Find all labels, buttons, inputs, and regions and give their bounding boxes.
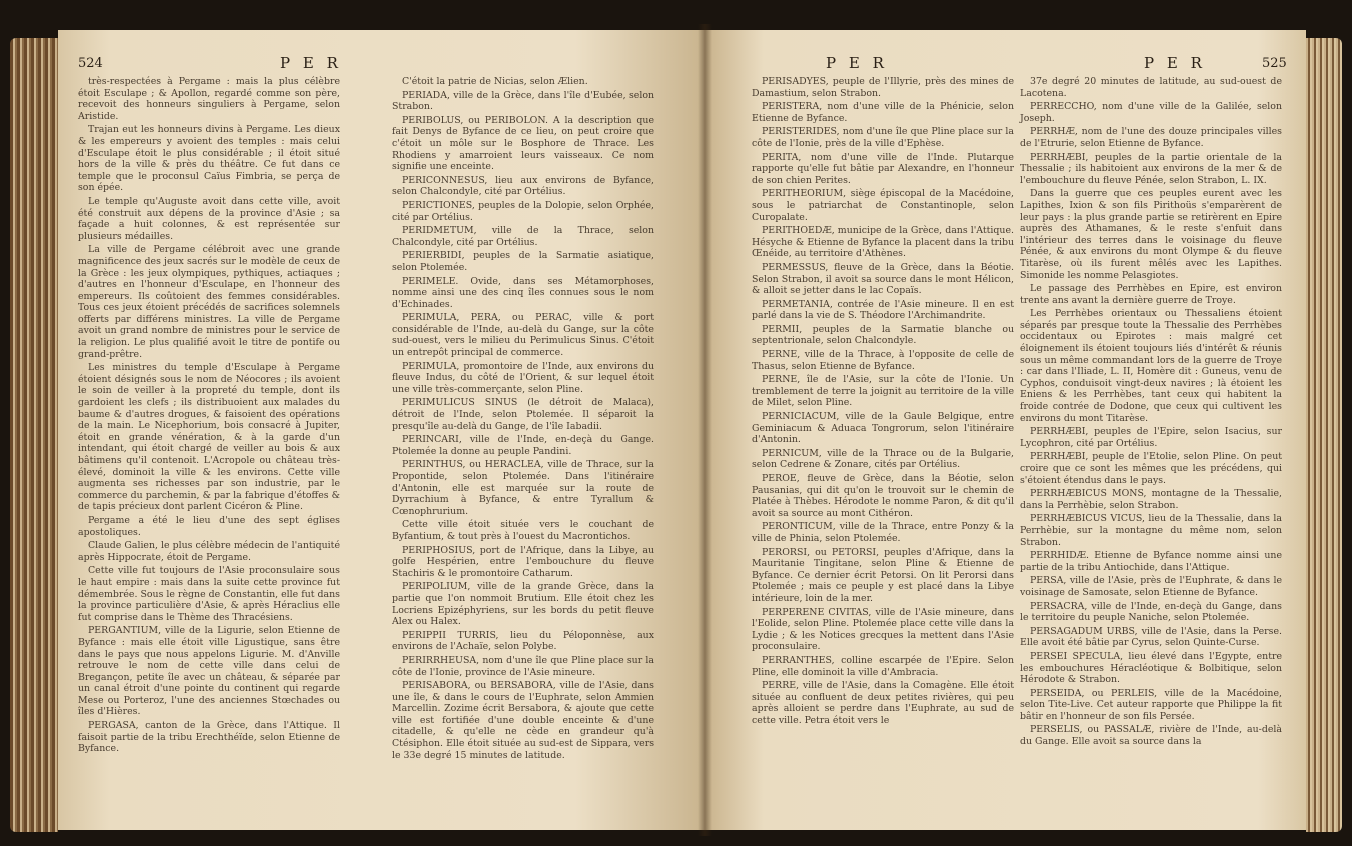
entry-paragraph: PERMII, peuples de la Sarmatie blanche ou septentrionale, selon Chalcondyle.: [752, 323, 1014, 347]
entry-paragraph: PERMETANIA, contrée de l'Asie mineure. Il en est parlé dans la vie de S. Théodore l'Archimandrite.: [752, 298, 1014, 322]
right-column-2: [1020, 76, 1282, 750]
entry-paragraph: PERITHEORIUM, siège épiscopal de la Macédoine, sous le patriarchat de Constantinople, selon Curopalate.: [752, 188, 1014, 223]
entry-paragraph: Le temple qu'Auguste avoit dans cette ville, avoit été construit aux dépens de la province d'Asie ; sa façade a huit colonnes, & est représentée sur plusieurs médailles.: [78, 195, 340, 242]
entry-paragraph: PERSEI SPECULA, lieu élevé dans l'Egypte, entre les embouchures Héracléotique & Bolbitique, selon Hérodote & Strabon.: [1020, 650, 1282, 686]
entry-paragraph: PERITHOEDÆ, municipe de la Grèce, dans l'Attique. Hésyche & Etienne de Byfance la placent dans la tribu Œnéide, au territoire d'Athènes.: [752, 225, 1014, 260]
entry-paragraph: PERRHIDÆ. Etienne de Byfance nomme ainsi une partie de la tribu Antiochide, dans l'Attique.: [1020, 550, 1282, 573]
entry-paragraph: Cette ville étoit située vers le couchant de Byfantium, & tout près à l'ouest du Macrontichos.: [392, 519, 654, 542]
entry-paragraph: PERISABORA, ou BERSABORA, ville de l'Asie, dans une île, & dans le cours de l'Euphrate, selon Ammien Marcellin. Zozime écrit Bersabora, & ajoute que cette ville est fortifiée d'une double enceinte & d'une citadelle, & qu'elle ne cède en grandeur qu'à Ctésiphon. Elle étoit située au sud-est de Sippara, vers le 33e degré 15 minutes de latitude.: [392, 680, 654, 761]
entry-paragraph: PERIERBIDI, peuples de la Sarmatie asiatique, selon Ptolemée.: [392, 250, 654, 273]
entry-paragraph: PERRHÆBI, peuples de l'Epire, selon Isacius, sur Lycophron, cité par Ortélius.: [1020, 426, 1282, 449]
right-page-number: 525: [1262, 56, 1287, 71]
entry-paragraph: PERIBOLUS, ou PERIBOLON. A la description que fait Denys de Byfance de ce lieu, on peut croire que c'étoit un môle sur le Bosphore de Thrace. Les Rhodiens y amarroient leurs vaisseaux. Ce nom signifie une enceinte.: [392, 114, 654, 173]
entry-paragraph: PERRANTHES, colline escarpée de l'Epire. Selon Pline, elle dominoit la ville d'Ambracia.: [752, 654, 1014, 678]
left-page-number: 524: [78, 56, 103, 71]
left-page: [58, 30, 704, 830]
entry-paragraph: Pergame a été le lieu d'une des sept églises apostoliques.: [78, 514, 340, 538]
right-page: [704, 30, 1306, 830]
right-column-1: [752, 76, 1014, 728]
entry-paragraph: PERITA, nom d'une ville de l'Inde. Plutarque rapporte qu'elle fut bâtie par Alexandre, en l'honneur de son chien Perites.: [752, 151, 1014, 186]
entry-paragraph: PERRECCHO, nom d'une ville de la Galilée, selon Joseph.: [1020, 101, 1282, 124]
entry-paragraph: PERGANTIUM, ville de la Ligurie, selon Etienne de Byfance : mais elle étoit ville Ligustique, sans être dans le pays que nous appelons Ligurie. M. d'Anville retrouve le nom de cette ville dans celui de Bregançon, petite île avec un château, & séparée par un canal étroit d'une pointe du continent qui regarde Mese ou Porteroz, l'une des anciennes Stœchades ou îles d'Hières.: [78, 625, 340, 718]
left-column-2: [392, 76, 654, 763]
left-column-1: [78, 76, 340, 757]
entry-paragraph: PERIPOLIUM, ville de la grande Grèce, dans la partie que l'on nommoit Brutium. Elle étoit chez les Locriens Epizéphyriens, sur les bords du petit fleuve Alex ou Halex.: [392, 581, 654, 628]
entry-paragraph: PEROE, fleuve de Grèce, dans la Béotie, selon Pausanias, qui dit qu'on le trouvoit sur le chemin de Platée à Thèbes. Hérodote le nomme Paron, & dit qu'il avoit sa source au mont Cithéron.: [752, 473, 1014, 519]
entry-paragraph: PERICONNESUS, lieu aux environs de Byfance, selon Chalcondyle, cité par Ortélius.: [392, 174, 654, 198]
entry-paragraph: Cette ville fut toujours de l'Asie proconsulaire sous le haut empire : mais dans la suite cette province fut démembrée. Sous le règne de Constantin, elle fut dans la province particulière d'Asie, & après Héraclius elle fut comprise dans le Thème des Thracésiens.: [78, 565, 340, 623]
entry-paragraph: PERRHÆ, nom de l'une des douze principales villes de l'Etrurie, selon Etienne de Byfance.: [1020, 126, 1282, 149]
entry-paragraph: PERSAGADUM URBS, ville de l'Asie, dans la Perse. Elle avoit été bâtie par Cyrus, selon Quinte-Curse.: [1020, 625, 1282, 649]
left-page-header: P E R: [280, 54, 342, 72]
open-book: [10, 24, 1342, 836]
entry-paragraph: La ville de Pergame célébroit avec une grande magnificence des jeux sacrés sur le modèle de ceux de la Grèce : les jeux olympiques, pythiques, actiaques ; d'autres en l'honneur d'Esculape, en l'honneur des empereurs. Ils coûtoient des femmes considérables. Tous ces jeux étoient précédés de sacrifices solemnels offerts par différens ministres. La ville de Pergame avoit un grand nombre de ministres pour le service de la religion. Le plus qualifié avoit le titre de pontife ou grand-prêtre.: [78, 244, 340, 360]
entry-paragraph: PERIPPII TURRIS, lieu du Péloponnèse, aux environs de l'Achaïe, selon Polybe.: [392, 629, 654, 653]
entry-paragraph: PERSEIDA, ou PERLEIS, ville de la Macédoine, selon Tite-Live. Cet auteur rapporte que Philippe la fit bâtir en l'honneur de son fils Persée.: [1020, 687, 1282, 722]
entry-paragraph: PERONTICUM, ville de la Thrace, entre Ponzy & la ville de Phinia, selon Ptolemée.: [752, 521, 1014, 544]
entry-paragraph: PERIMULICUS SINUS (le détroit de Malaca), détroit de l'Inde, selon Ptolemée. Il séparoit la presqu'île au-delà du Gange, de l'île Iabadii.: [392, 397, 654, 432]
entry-paragraph: C'étoit la patrie de Nicias, selon Ælien.: [402, 76, 588, 87]
entry-paragraph: PERGASA, canton de la Grèce, dans l'Attique. Il faisoit partie de la tribu Erechthéïde, selon Etienne de Byfance.: [78, 720, 340, 755]
entry-paragraph: PERRHÆBICUS VICUS, lieu de la Thessalie, dans la Perrhèbie, sur la montagne du même nom, selon Strabon.: [1020, 513, 1282, 548]
entry-paragraph: très-respectées à Pergame : mais la plus célèbre étoit Esculape ; & Apollon, regardé comme son père, recevoit des honneurs singuliers à Pergame, selon Aristide.: [78, 76, 340, 122]
entry-paragraph: 37e degré 20 minutes de latitude, au sud-ouest de Lacotena.: [1020, 76, 1282, 99]
entry-paragraph: PERSA, ville de l'Asie, près de l'Euphrate, & dans le voisinage de Samosate, selon Etienne de Byfance.: [1020, 575, 1282, 598]
entry-paragraph: PERSACRA, ville de l'Inde, en-deçà du Gange, dans le territoire du peuple Naniche, selon Ptolemée.: [1020, 600, 1282, 624]
entry-paragraph: PERNICIACUM, ville de la Gaule Belgique, entre Geminiacum & Aduaca Tongrorum, selon l'itinéraire d'Antonin.: [752, 411, 1014, 446]
right-page-header-left: P E R: [826, 54, 888, 72]
entry-paragraph: PERIRRHEUSA, nom d'une île que Pline place sur la côte de l'Ionie, province de l'Asie mineure.: [392, 654, 654, 678]
entry-paragraph: PERISTERIDES, nom d'une île que Pline place sur la côte de l'Ionie, près de la ville d'Ephèse.: [752, 126, 1014, 149]
book-gutter: [698, 24, 712, 836]
entry-paragraph: Trajan eut les honneurs divins à Pergame. Les dieux & les empereurs y avoient des temples : mais celui d'Esculape étoit le plus considérable ; il étoit situé hors de la ville & près du théâtre. Ce fut dans ce temple que le proconsul Caïus Fimbria, se perça de son épée.: [78, 124, 340, 194]
entry-paragraph: PERRHÆBI, peuples de la partie orientale de la Thessalie ; ils habitoient aux environs de la mer & de l'embouchure du fleuve Pénée, selon Strabon, L. IX.: [1020, 151, 1282, 186]
entry-paragraph: Claude Galien, le plus célèbre médecin de l'antiquité après Hippocrate, étoit de Pergame.: [78, 540, 340, 563]
entry-paragraph: PERNE, île de l'Asie, sur la côte de l'Ionie. Un tremblement de terre la joignit au territoire de la ville de Milet, selon Pline.: [752, 374, 1014, 409]
entry-paragraph: PERRE, ville de l'Asie, dans la Comagène. Elle étoit située au confluent de deux petites rivières, qui peu après alloient se perdre dans l'Euphrate, au sud de cette ville. Petra étoit vers le: [752, 680, 1014, 726]
entry-paragraph: PERORSI, ou PETORSI, peuples d'Afrique, dans la Mauritanie Tingitane, selon Pline & Etienne de Byfance. Ce dernier écrit Petorsi. On lit Perorsi dans Ptolemée ; mais ce peuple y est placé dans la Libye intérieure, loin de la mer.: [752, 546, 1014, 604]
entry-paragraph: PERIMULA, promontoire de l'Inde, aux environs du fleuve Indus, du côté de l'Orient, & sur lequel étoit une ville très-commerçante, selon Pline.: [392, 360, 654, 395]
right-page-header-right: P E R: [1144, 54, 1206, 72]
entry-paragraph: Les Perrhèbes orientaux ou Thessaliens étoient séparés par presque toute la Thessalie des Perrhèbes occidentaux ou Epirotes : mais malgré cet éloignement ils étoient toujours liés d'intérêt & réunis sous un même commandant lors de la guerre de Troye : car dans l'Iliade, L. II, Homère dit : Guneus, venu de Cyphos, conduisoit vingt-deux navires ; là étoient les Eniens & les Perrhèbes, tant ceux qui habitent la froide contrée de Dodone, que ceux qui cultivent les environs du mont Titarèse.: [1020, 308, 1282, 424]
entry-paragraph: PERIADA, ville de la Grèce, dans l'île d'Eubée, selon Strabon.: [392, 89, 654, 113]
entry-paragraph: Dans la guerre que ces peuples eurent avec les Lapithes, Ixion & son fils Pirithoüs s'emparèrent de leur pays : la plus grande partie se retirèrent en Epire auprès des Athamanes, & le reste s'enfuit dans l'intérieur des terres dans le voisinage du fleuve Pénée, & aux environs du mont Olympe & du fleuve Titarèse, où ils furent mêlés avec les Lapithes. Simonide les nomme Pelasgiotes.: [1020, 188, 1282, 281]
entry-paragraph: Les ministres du temple d'Esculape à Pergame étoient désignés sous le nom de Néocores ; ils avoient le soin de veiller à la propreté du temple, dont ils gardoient les clefs ; ils distribuoient aux malades du baume & d'autres drogues, & faisoient des opérations de la main. Le Nicephorium, bois consacré à Jupiter, étoit en grande vénération, & à la garde d'un intendant, qui étoit chargé de veiller au bois & aux bâtimens qu'il contenoit. L'Acropole ou château très-élevé, dominoit la ville & les environs. Cette ville augmenta ses richesses par son industrie, par le commerce du parchemin, & par la fabrique d'étoffes & de tapis précieux dont parlent Cicéron & Pline.: [78, 362, 340, 513]
entry-paragraph: PERIMULA, PERA, ou PERAC, ville & port considérable de l'Inde, au-delà du Gange, sur la côte sud-ouest, vers le milieu du Perimulicus Sinus. C'étoit un entrepôt principal de commerce.: [392, 312, 654, 359]
entry-paragraph: PERNE, ville de la Thrace, à l'opposite de celle de Thasus, selon Etienne de Byfance.: [752, 349, 1014, 372]
entry-paragraph: PERIDMETUM, ville de la Thrace, selon Chalcondyle, cité par Ortélius.: [392, 225, 654, 248]
left-page-edges: [10, 38, 58, 832]
entry-paragraph: Le passage des Perrhèbes en Epire, est environ trente ans avant la dernière guerre de Troye.: [1020, 283, 1282, 306]
entry-paragraph: PERPERENE CIVITAS, ville de l'Asie mineure, dans l'Eolide, selon Pline. Ptolemée place cette ville dans la Lydie ; & les Notices grecques la mettent dans l'Asie proconsulaire.: [752, 606, 1014, 653]
entry-paragraph: PERINCARI, ville de l'Inde, en-deçà du Gange. Ptolemée la donne au peuple Pandini.: [392, 434, 654, 457]
entry-paragraph: PERISTERA, nom d'une ville de la Phénicie, selon Etienne de Byfance.: [752, 101, 1014, 124]
right-page-edges: [1306, 38, 1342, 832]
entry-paragraph: PERRHÆBI, peuple de l'Etolie, selon Pline. On peut croire que ce sont les mêmes que les précédens, qui s'étoient étendus dans le pays.: [1020, 451, 1282, 486]
entry-paragraph: PERMESSUS, fleuve de la Grèce, dans la Béotie. Selon Strabon, il avoit sa source dans le mont Hélicon, & alloit se jetter dans le lac Copaïs.: [752, 261, 1014, 297]
entry-paragraph: PERIMELE. Ovide, dans ses Métamorphoses, nomme ainsi une des cinq îles connues sous le nom d'Echinades.: [392, 275, 654, 310]
entry-paragraph: PERIPHOSIUS, port de l'Afrique, dans la Libye, au golfe Hespérien, entre l'embouchure du fleuve Stachiris & le promontoire Catharum.: [392, 544, 654, 579]
entry-paragraph: PERNICUM, ville de la Thrace ou de la Bulgarie, selon Cedrene & Zonare, cités par Ortélius.: [752, 447, 1014, 471]
entry-paragraph: PERRHÆBICUS MONS, montagne de la Thessalie, dans la Perrhèbie, selon Strabon.: [1020, 488, 1282, 511]
entry-paragraph: PERSELIS, ou PASSALÆ, rivière de l'Inde, au-delà du Gange. Elle avoit sa source dans la: [1020, 724, 1282, 748]
entry-paragraph: PERISADYES, peuple de l'Illyrie, près des mines de Damastium, selon Strabon.: [752, 76, 1014, 99]
entry-paragraph: PERICTIONES, peuples de la Dolopie, selon Orphée, cité par Ortélius.: [392, 199, 654, 223]
entry-paragraph: PERINTHUS, ou HERACLEA, ville de Thrace, sur la Propontide, selon Ptolemée. Dans l'itinéraire d'Antonin, elle est marquée sur la route de Dyrrachium à Byfance, & entre Tyrallum & Cœnophrurium.: [392, 459, 654, 517]
